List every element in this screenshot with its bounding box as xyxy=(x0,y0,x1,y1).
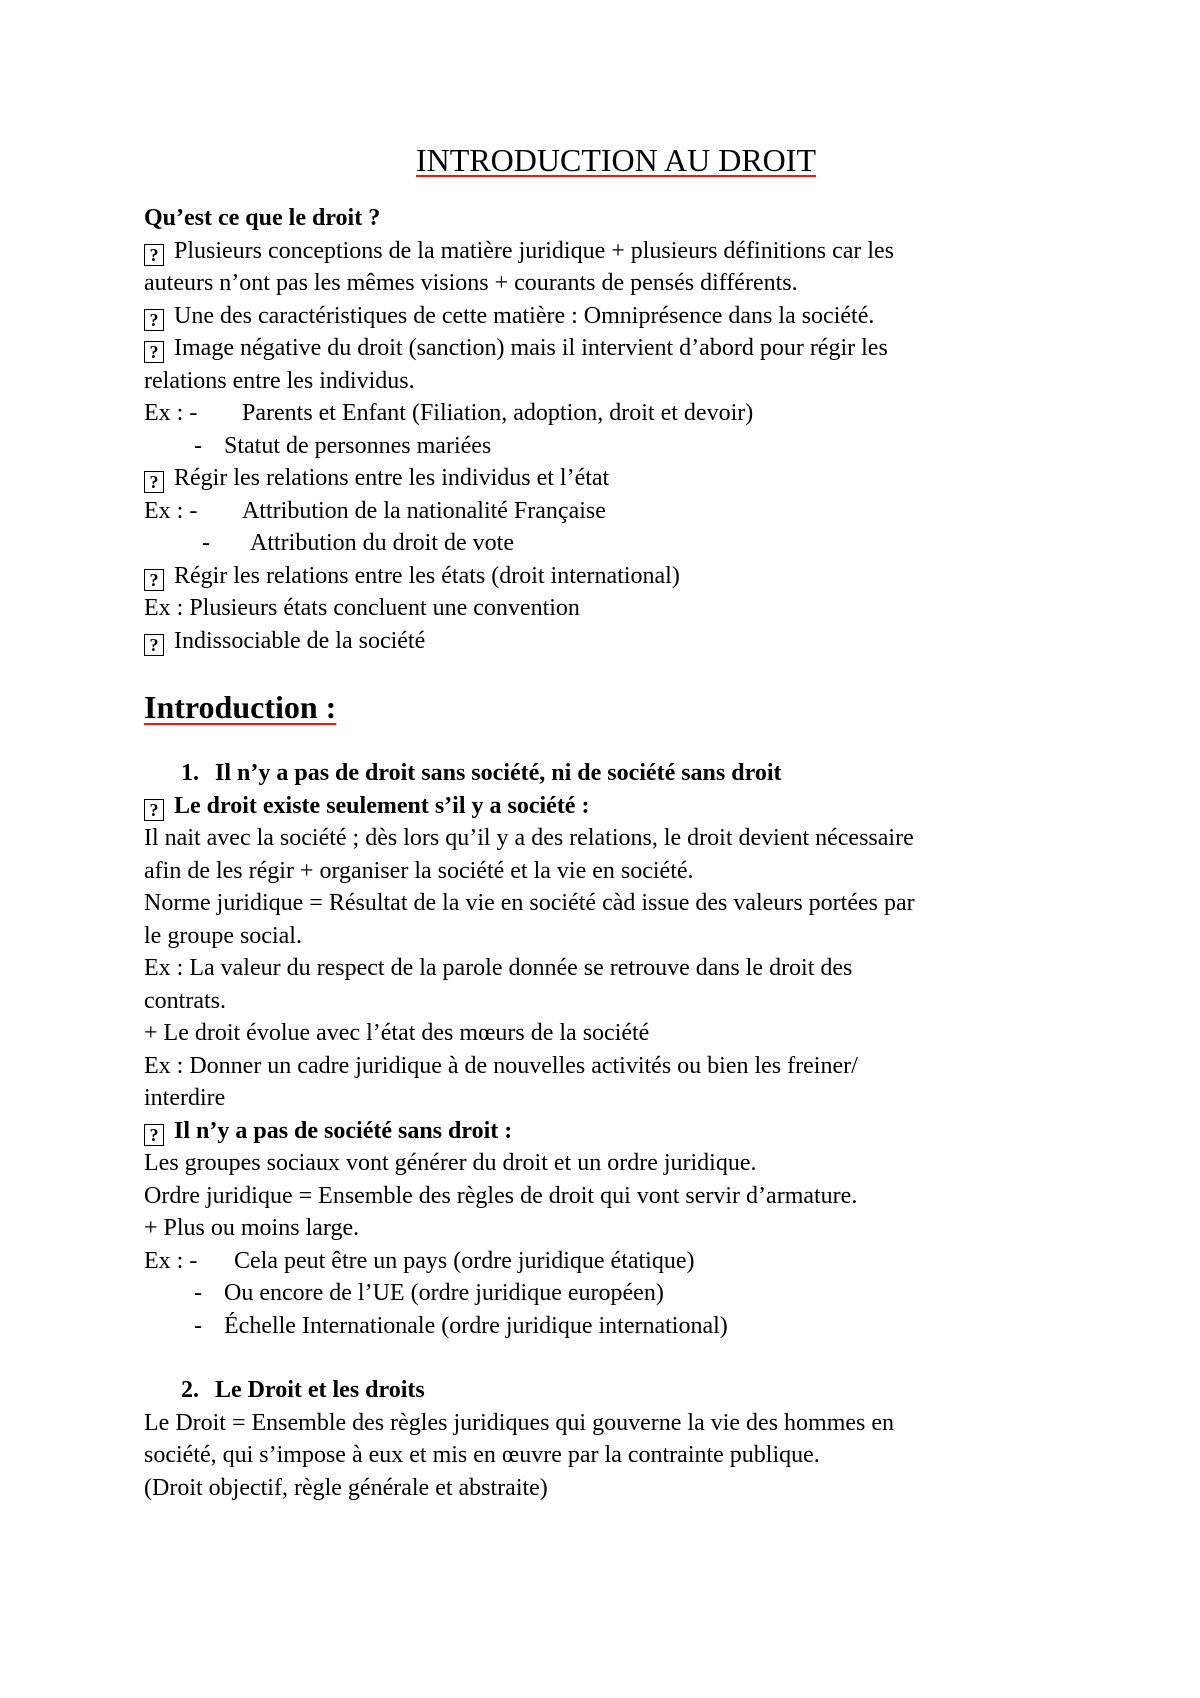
part-2-title xyxy=(144,1374,1074,1407)
part-1-line: interdire xyxy=(144,1085,226,1111)
example-text: Attribution de la nationalité Française xyxy=(242,497,606,524)
subheading-text: Il n’y a pas de société sans droit : xyxy=(174,1117,513,1144)
part-1-example xyxy=(144,1245,1074,1278)
intro-line-13 xyxy=(144,625,1074,658)
intro-line-text: Plusieurs conceptions de la matière juridique + plusieurs définitions car les xyxy=(174,237,895,264)
part-1-line: Norme juridique = Résultat de la vie en société càd issue des valeurs portées par xyxy=(144,890,915,916)
intro-line-text: Une des caractéristiques de cette matière : Omniprésence dans la société. xyxy=(174,302,875,329)
document-title xyxy=(144,140,1074,180)
intro-line-1 xyxy=(144,235,1074,268)
intro-line-text: Indissociable de la société xyxy=(174,627,426,654)
part-2-line: Le Droit = Ensemble des règles juridiques qui gouverne la vie des hommes en xyxy=(144,1409,895,1436)
example-text: Échelle Internationale (ordre juridique international) xyxy=(224,1312,728,1339)
part-1-line: Il nait avec la société ; dès lors qu’il y a des relations, le droit devient nécessaire xyxy=(144,825,914,851)
intro-line-text: Régir les relations entre les individus et l’état xyxy=(174,465,610,491)
example-label: Ex : - xyxy=(144,400,198,426)
subheading-text: Le droit existe seulement s’il y a société : xyxy=(174,792,590,819)
dash-marker: - xyxy=(194,1280,202,1306)
intro-line-2: auteurs n’ont pas les mêmes visions + courants de pensés différents. xyxy=(144,270,798,296)
part-1-example xyxy=(144,1277,1074,1310)
dash-marker: - xyxy=(194,1312,202,1339)
unknown-glyph-icon: ? xyxy=(144,1124,164,1146)
part-1-line: contrats. xyxy=(144,987,226,1014)
unknown-glyph-icon: ? xyxy=(144,309,164,331)
part-number: 2. xyxy=(181,1377,199,1403)
intro-line-11 xyxy=(144,560,1074,593)
intro-line-text: Régir les relations entre les états (droit international) xyxy=(174,562,680,589)
example-label: Ex : - xyxy=(144,497,198,524)
section-heading xyxy=(144,687,1074,727)
part-2-line: (Droit objectif, règle générale et abstraite) xyxy=(144,1474,548,1501)
unknown-glyph-icon: ? xyxy=(144,799,164,821)
example-label: Ex : - xyxy=(144,1247,198,1274)
part-number: 1. xyxy=(181,760,199,786)
intro-line-7 xyxy=(144,430,1074,463)
section-heading-text: Introduction : xyxy=(144,689,337,725)
unknown-glyph-icon: ? xyxy=(144,341,164,363)
part-1-example xyxy=(144,1310,1074,1343)
example-text: Parents et Enfant (Filiation, adoption, droit et devoir) xyxy=(242,400,754,426)
document-body xyxy=(144,140,1074,1504)
document-title-text: INTRODUCTION AU DROIT xyxy=(416,142,816,178)
unknown-glyph-icon: ? xyxy=(144,471,164,493)
part-1-title xyxy=(144,757,1074,790)
spacer xyxy=(144,1342,1074,1374)
intro-line-12: Ex : Plusieurs états concluent une convention xyxy=(144,595,580,621)
part-1-line: + Plus ou moins large. xyxy=(144,1215,360,1241)
example-text: Ou encore de l’UE (ordre juridique européen) xyxy=(224,1280,664,1306)
dash-marker: - xyxy=(202,530,210,556)
intro-line-3 xyxy=(144,300,1074,333)
intro-line-5: relations entre les individus. xyxy=(144,367,415,394)
part-1-line: Ex : Donner un cadre juridique à de nouvelles activités ou bien les freiner/ xyxy=(144,1052,858,1079)
part-1-line: Les groupes sociaux vont générer du droit et un ordre juridique. xyxy=(144,1150,757,1176)
part-title-text: Le Droit et les droits xyxy=(215,1377,425,1403)
part-1-line: Ordre juridique = Ensemble des règles de droit qui vont servir d’armature. xyxy=(144,1182,858,1209)
intro-line-4 xyxy=(144,332,1074,365)
part-1-line: le groupe social. xyxy=(144,922,302,949)
part-1-line: afin de les régir + organiser la société et la vie en société. xyxy=(144,857,694,884)
part-1-sub-1 xyxy=(144,790,1074,823)
example-text: Cela peut être un pays (ordre juridique étatique) xyxy=(234,1247,695,1274)
part-1-sub-2 xyxy=(144,1115,1074,1148)
unknown-glyph-icon: ? xyxy=(144,634,164,656)
intro-line-text: Image négative du droit (sanction) mais il intervient d’abord pour régir les xyxy=(174,335,888,361)
intro-line-10 xyxy=(144,527,1074,560)
dash-marker: - xyxy=(194,432,202,459)
example-text: Attribution du droit de vote xyxy=(250,530,514,556)
intro-question: Qu’est ce que le droit ? xyxy=(144,205,381,231)
unknown-glyph-icon: ? xyxy=(144,569,164,591)
intro-line-6 xyxy=(144,397,1074,430)
part-1-line: + Le droit évolue avec l’état des mœurs de la société xyxy=(144,1020,650,1046)
part-title-text: Il n’y a pas de droit sans société, ni de société sans droit xyxy=(215,760,782,786)
intro-line-9 xyxy=(144,495,1074,528)
part-2-line: société, qui s’impose à eux et mis en œuvre par la contrainte publique. xyxy=(144,1442,820,1468)
intro-line-8 xyxy=(144,462,1074,495)
part-1-line: Ex : La valeur du respect de la parole donnée se retrouve dans le droit des xyxy=(144,955,853,981)
unknown-glyph-icon: ? xyxy=(144,244,164,266)
example-text: Statut de personnes mariées xyxy=(224,432,492,459)
